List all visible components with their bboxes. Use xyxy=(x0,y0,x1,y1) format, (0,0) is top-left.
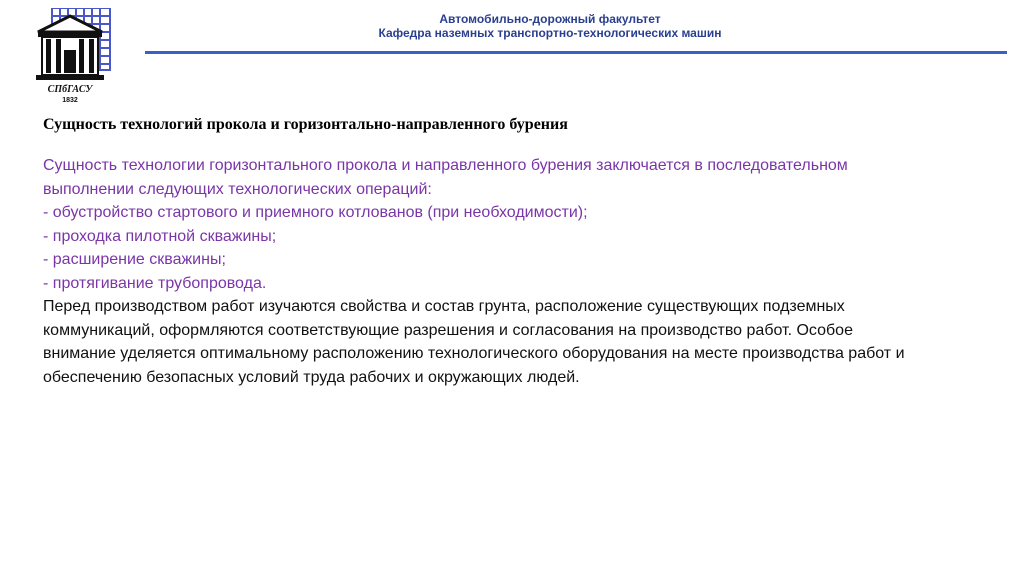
paragraph-line: внимание уделяется оптимальному расположению технологического оборудования на месте производства работ и xyxy=(43,345,905,362)
operation-item: - расширение скважины; xyxy=(43,251,226,268)
operation-item: - проходка пилотной скважины; xyxy=(43,227,277,245)
department-name: Кафедра наземных транспортно-технологических машин xyxy=(378,26,722,40)
slide-title: Сущность технологий прокола и горизонтально-направленного бурения xyxy=(43,116,568,133)
header-divider xyxy=(145,51,1007,54)
intro-line: Сущность технологии горизонтального прокола и направленного бурения заключается в последовательном xyxy=(43,157,848,174)
paragraph-line: коммуникаций, оформляются соответствующие разрешения и согласования на производство работ. Особое xyxy=(43,321,853,339)
paragraph-line: Перед производством работ изучаются свойства и состав грунта, расположение существующих подземных xyxy=(43,298,845,315)
university-logo xyxy=(34,8,112,104)
logo-year: 1832 xyxy=(62,97,78,104)
operation-item: - протягивание трубопровода. xyxy=(43,274,267,292)
logo-text: СПбГАСУ xyxy=(47,84,93,95)
intro-block xyxy=(43,154,1018,295)
intro-line: выполнении следующих технологических операций: xyxy=(43,180,432,198)
paragraph-block xyxy=(43,295,1018,389)
faculty-name: Автомобильно-дорожный факультет xyxy=(439,12,661,26)
paragraph-line: обеспечению безопасных условий труда рабочих и окружающих людей. xyxy=(43,368,580,386)
slide-body xyxy=(43,154,1018,389)
operation-item: - обустройство стартового и приемного котлованов (при необходимости); xyxy=(43,204,588,221)
header xyxy=(300,12,800,40)
university-emblem-icon xyxy=(34,8,112,104)
